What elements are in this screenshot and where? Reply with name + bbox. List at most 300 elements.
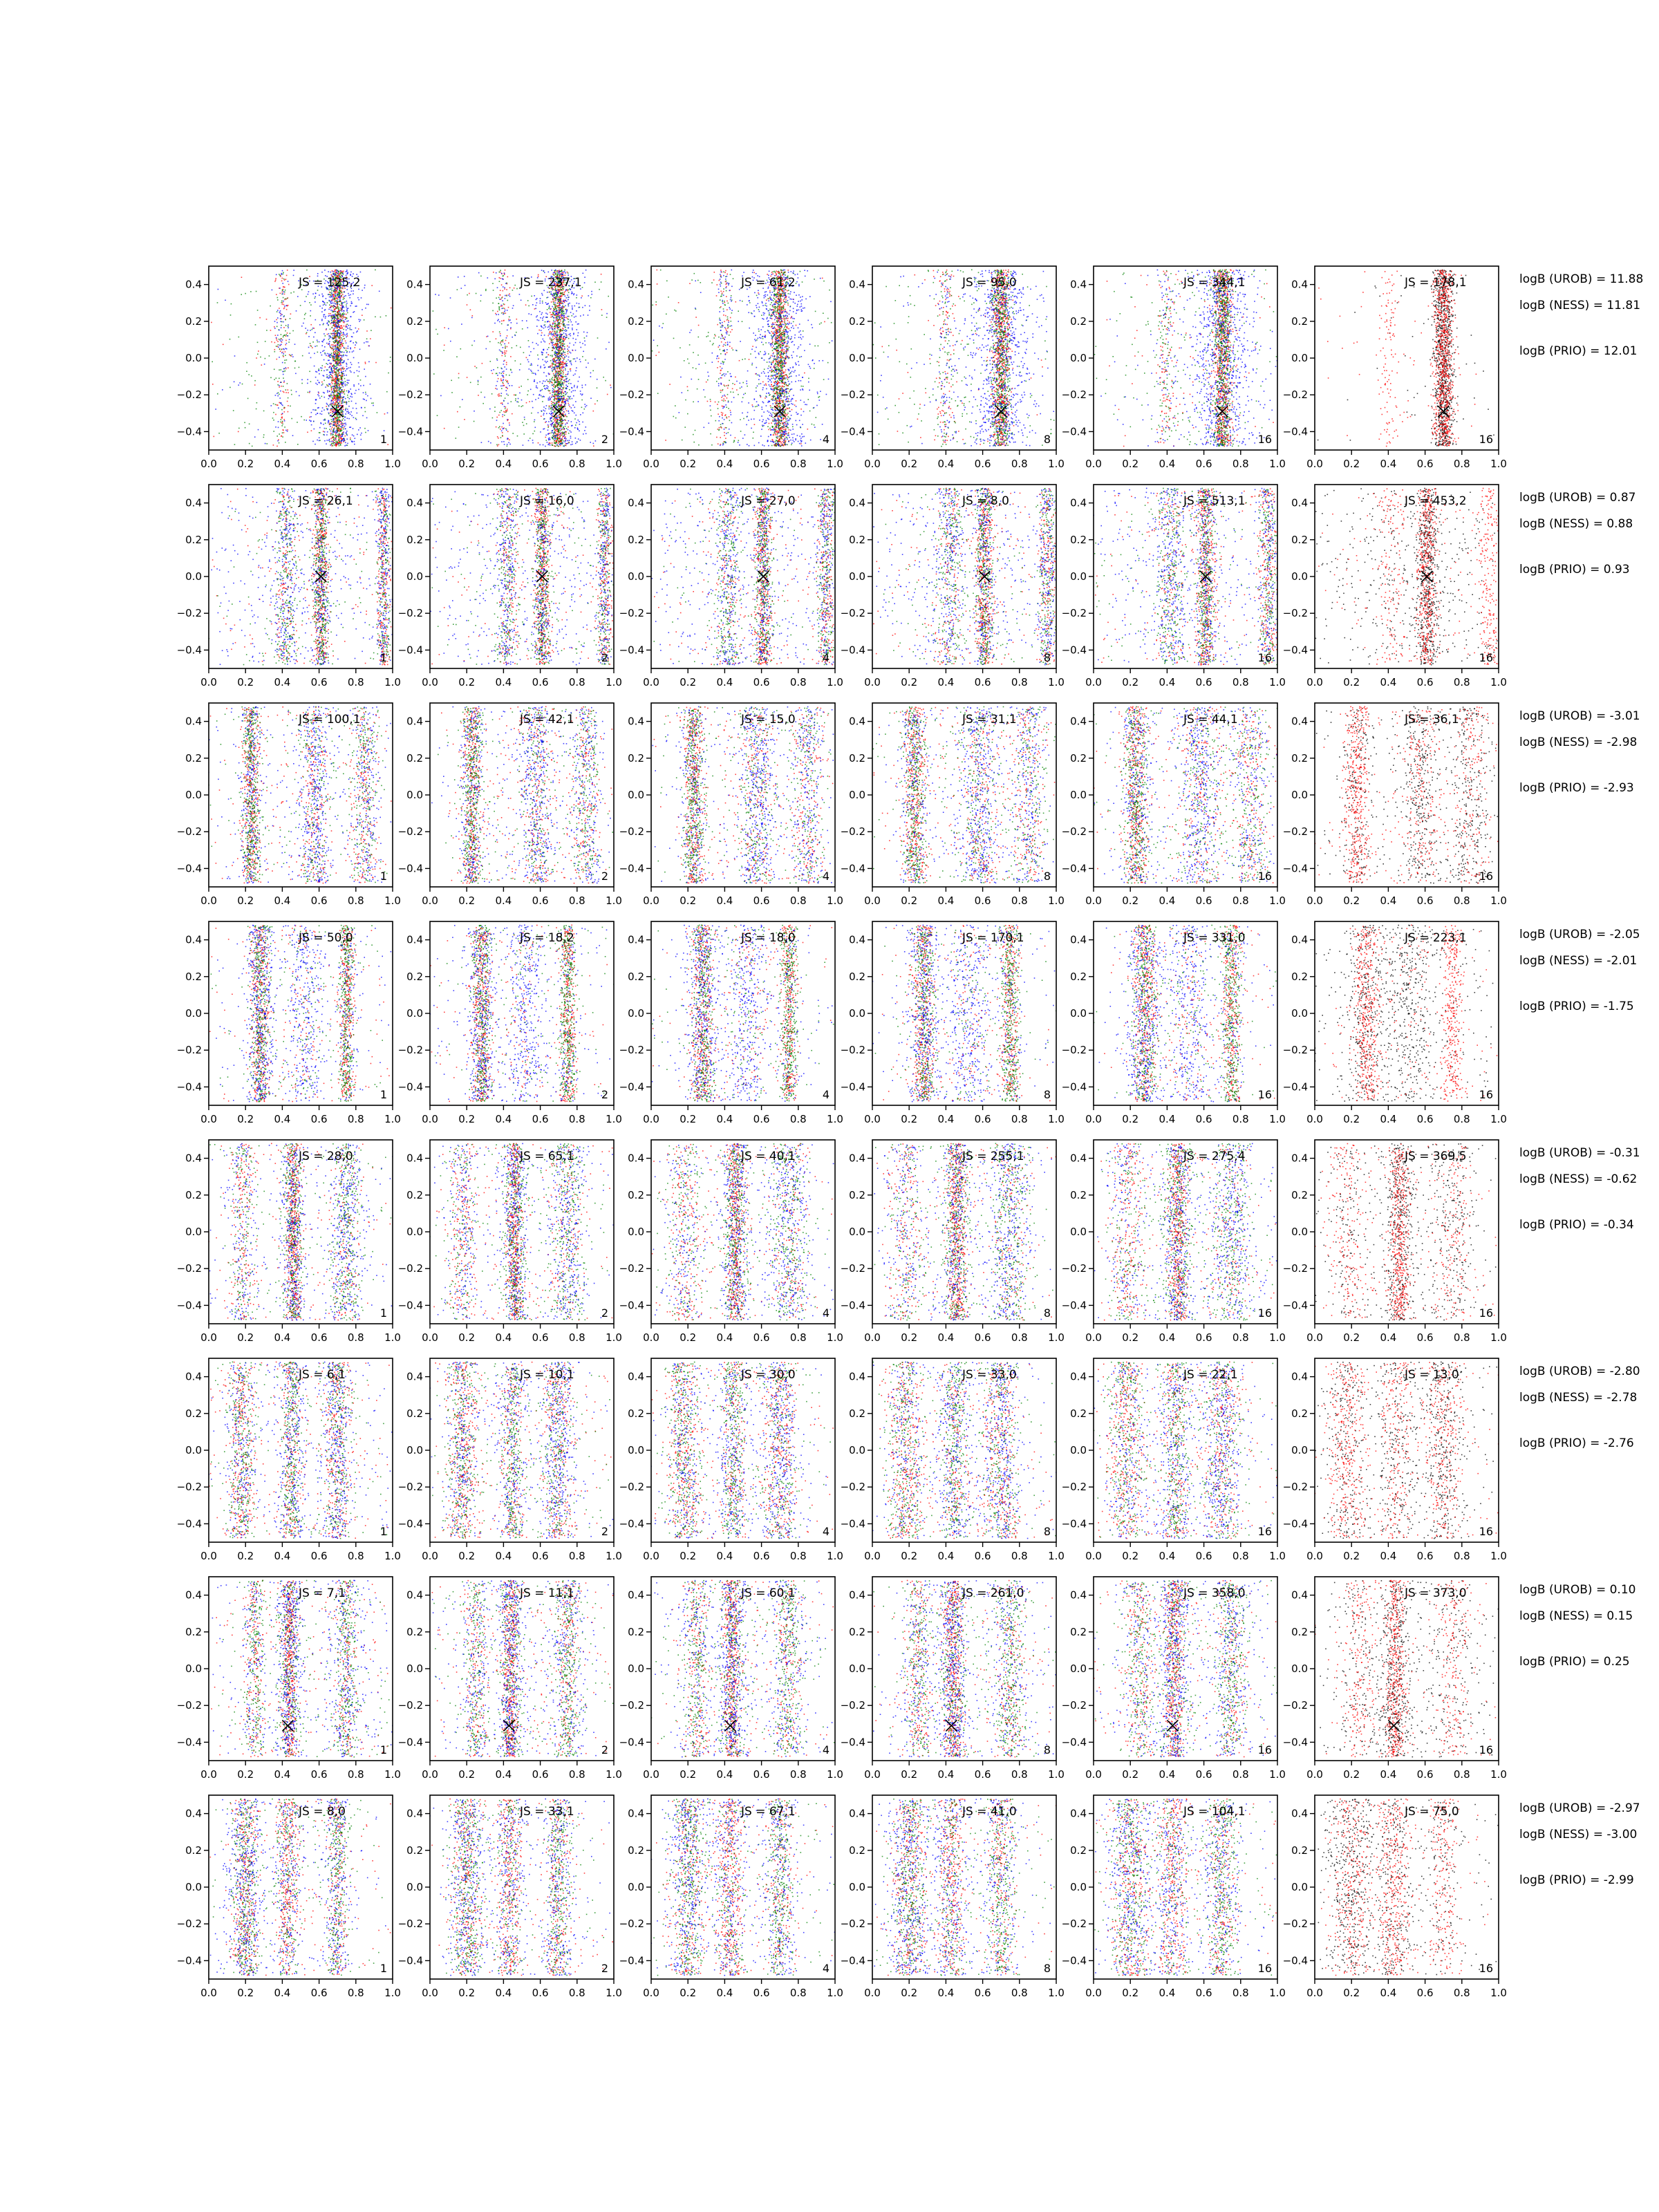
point-red: [504, 274, 505, 275]
point-red: [561, 366, 563, 368]
point-blue: [334, 354, 335, 355]
point-green: [545, 321, 546, 323]
point-blue: [315, 297, 316, 298]
point-green: [285, 319, 286, 321]
y-tick-label: 0.4: [185, 279, 202, 291]
point-blue: [544, 388, 545, 389]
point-blue: [337, 379, 338, 381]
point-red: [495, 313, 496, 315]
point-blue: [556, 366, 557, 368]
point-blue: [505, 283, 507, 284]
point-blue: [239, 382, 241, 384]
point-blue: [346, 321, 348, 322]
point-blue: [573, 375, 574, 376]
point-blue: [317, 339, 318, 341]
point-green: [326, 384, 328, 386]
point-green: [494, 406, 496, 408]
point-red: [556, 431, 558, 433]
point-green: [494, 411, 496, 412]
point-red: [550, 339, 551, 340]
point-red: [558, 315, 559, 317]
point-green: [504, 415, 505, 416]
point-green: [505, 408, 506, 409]
point-red: [335, 438, 336, 439]
point-red: [341, 344, 343, 345]
point-green: [277, 297, 279, 299]
point-green: [276, 377, 277, 379]
point-green: [560, 418, 561, 419]
point-blue: [329, 341, 330, 342]
point-blue: [501, 431, 503, 432]
point-green: [550, 326, 552, 327]
point-green: [546, 297, 547, 299]
point-blue: [559, 316, 560, 317]
point-red: [346, 348, 347, 349]
point-red: [562, 436, 563, 438]
point-red: [278, 439, 279, 440]
point-green: [500, 350, 502, 352]
point-green: [563, 427, 564, 428]
point-red: [332, 344, 334, 346]
point-red: [283, 304, 285, 306]
point-red: [562, 362, 563, 363]
point-green: [365, 392, 366, 393]
point-blue: [350, 274, 351, 275]
point-blue: [573, 294, 574, 296]
point-blue: [358, 362, 359, 364]
point-blue: [328, 395, 330, 397]
point-green: [556, 421, 558, 422]
point-green: [545, 357, 547, 358]
point-red: [334, 402, 335, 404]
point-blue: [277, 335, 279, 336]
point-blue: [324, 440, 326, 442]
point-green: [281, 338, 282, 339]
point-green: [547, 390, 549, 391]
point-blue: [319, 324, 321, 326]
point-blue: [346, 355, 348, 357]
point-green: [357, 375, 359, 377]
point-red: [330, 433, 332, 434]
point-red: [500, 290, 501, 291]
point-blue: [572, 306, 573, 307]
point-blue: [347, 328, 348, 329]
point-blue: [582, 387, 583, 388]
point-red: [336, 401, 337, 402]
point-blue: [558, 404, 559, 405]
point-green: [547, 381, 549, 382]
point-blue: [341, 342, 342, 344]
point-green: [318, 368, 319, 370]
point-blue: [559, 359, 560, 361]
point-red: [335, 324, 336, 325]
point-green: [556, 294, 557, 295]
x-tick-label: 0.4: [274, 458, 290, 470]
point-blue: [353, 357, 355, 359]
point-blue: [337, 332, 339, 334]
point-blue: [309, 391, 310, 393]
point-red: [285, 340, 287, 341]
point-red: [321, 382, 323, 383]
point-green: [294, 368, 296, 369]
point-green: [337, 317, 339, 319]
point-blue: [337, 334, 339, 335]
point-blue: [345, 410, 346, 411]
point-red: [314, 328, 315, 329]
point-green: [523, 352, 525, 353]
point-green: [552, 350, 553, 351]
point-red: [355, 347, 356, 348]
point-blue: [505, 310, 506, 311]
point-green: [337, 371, 339, 372]
point-blue: [363, 398, 364, 400]
point-blue: [337, 387, 338, 388]
point-blue: [334, 366, 335, 368]
point-green: [557, 303, 559, 304]
point-green: [346, 350, 347, 351]
js-annotation: JS = 125,2: [298, 276, 361, 290]
point-green: [283, 407, 285, 409]
point-blue: [334, 303, 335, 304]
point-green: [339, 431, 341, 432]
point-green: [339, 417, 340, 418]
point-green: [341, 295, 342, 297]
point-green: [559, 367, 560, 368]
point-blue: [282, 293, 283, 294]
point-green: [337, 307, 338, 308]
point-red: [501, 321, 503, 322]
point-green: [291, 394, 292, 395]
point-green: [554, 399, 555, 400]
point-blue: [353, 332, 355, 334]
point-green: [342, 376, 344, 377]
point-red: [563, 402, 565, 404]
point-green: [503, 303, 505, 305]
point-blue: [384, 430, 385, 431]
point-blue: [347, 443, 348, 444]
point-blue: [555, 270, 556, 271]
point-red: [502, 355, 503, 357]
point-blue: [569, 334, 570, 335]
point-green: [339, 337, 340, 339]
point-green: [332, 430, 334, 431]
point-blue: [324, 270, 326, 271]
point-green: [554, 352, 556, 353]
point-blue: [294, 344, 296, 345]
point-green: [332, 348, 333, 349]
point-blue: [293, 275, 294, 276]
point-blue: [332, 402, 334, 403]
point-green: [559, 442, 561, 443]
point-blue: [339, 335, 341, 337]
point-blue: [282, 339, 283, 341]
point-green: [559, 422, 560, 424]
y-tick-label: 0.0: [185, 352, 202, 364]
point-blue: [344, 335, 346, 336]
point-blue: [544, 367, 545, 368]
point-blue: [285, 367, 287, 368]
point-red: [334, 301, 335, 302]
point-red: [561, 272, 563, 274]
point-blue: [346, 326, 348, 328]
point-red: [334, 346, 335, 347]
point-red: [498, 395, 500, 397]
point-blue: [346, 444, 347, 446]
point-green: [451, 392, 453, 393]
point-green: [556, 394, 557, 395]
point-blue: [342, 402, 344, 404]
point-blue: [450, 341, 451, 342]
point-green: [339, 317, 341, 318]
point-green: [245, 427, 246, 429]
point-blue: [565, 300, 566, 301]
point-blue: [336, 363, 337, 364]
point-blue: [321, 341, 323, 342]
point-blue: [332, 318, 334, 319]
point-blue: [339, 400, 340, 401]
point-green: [562, 318, 563, 319]
point-red: [340, 305, 341, 306]
point-red: [554, 408, 555, 409]
point-green: [334, 319, 335, 321]
point-red: [341, 335, 342, 336]
point-blue: [280, 382, 281, 383]
point-green: [270, 306, 271, 307]
point-green: [274, 369, 275, 371]
point-blue: [341, 340, 343, 341]
point-blue: [330, 431, 332, 432]
point-red: [277, 341, 279, 342]
point-red: [332, 358, 334, 359]
point-green: [275, 404, 276, 406]
point-red: [337, 434, 339, 435]
point-red: [567, 346, 568, 347]
point-green: [548, 347, 550, 348]
point-blue: [343, 320, 344, 321]
point-blue: [279, 357, 280, 358]
point-red: [258, 350, 259, 352]
point-blue: [315, 371, 317, 373]
point-green: [542, 401, 543, 402]
point-red: [279, 402, 280, 404]
point-blue: [330, 404, 331, 406]
point-blue: [355, 438, 356, 439]
point-green: [332, 445, 334, 447]
point-blue: [536, 386, 537, 387]
point-blue: [343, 332, 344, 333]
point-green: [341, 303, 343, 305]
point-green: [335, 441, 337, 442]
point-green: [557, 390, 559, 391]
point-green: [355, 341, 357, 343]
point-blue: [507, 310, 508, 311]
point-green: [344, 378, 346, 379]
point-green: [457, 289, 458, 290]
point-green: [331, 290, 332, 292]
point-green: [331, 294, 332, 295]
point-blue: [353, 290, 354, 292]
point-blue: [502, 300, 503, 301]
point-green: [478, 384, 479, 385]
point-blue: [365, 376, 366, 377]
point-red: [337, 319, 339, 321]
point-blue: [564, 432, 565, 433]
point-blue: [330, 302, 332, 303]
point-green: [597, 337, 599, 339]
point-red: [282, 302, 283, 303]
point-green: [334, 384, 335, 385]
point-red: [601, 274, 602, 275]
point-blue: [548, 373, 550, 374]
point-green: [333, 439, 335, 440]
point-blue: [554, 403, 556, 404]
point-red: [279, 308, 280, 309]
point-blue: [350, 414, 351, 415]
point-green: [554, 375, 555, 376]
point-green: [331, 355, 332, 357]
point-blue: [543, 410, 544, 411]
point-green: [558, 358, 559, 359]
point-green: [341, 272, 342, 274]
point-blue: [317, 371, 318, 373]
point-blue: [310, 357, 312, 359]
point-blue: [324, 333, 325, 335]
point-blue: [339, 405, 341, 406]
point-blue: [340, 360, 341, 362]
point-green: [310, 304, 312, 306]
point-blue: [359, 321, 360, 322]
point-blue: [353, 273, 354, 274]
point-red: [288, 392, 289, 393]
point-red: [498, 393, 500, 395]
point-blue: [503, 428, 505, 429]
point-green: [341, 401, 343, 402]
point-green: [561, 349, 563, 350]
point-blue: [574, 317, 575, 318]
point-green: [340, 310, 341, 311]
point-red: [505, 379, 507, 381]
point-blue: [554, 428, 556, 429]
point-blue: [584, 404, 585, 405]
point-green: [339, 290, 341, 292]
point-green: [433, 373, 435, 375]
point-blue: [509, 320, 510, 321]
point-green: [340, 444, 341, 445]
point-red: [507, 411, 508, 412]
point-red: [498, 438, 499, 439]
point-red: [335, 333, 336, 335]
point-blue: [280, 315, 281, 317]
point-blue: [330, 336, 331, 337]
point-blue: [550, 381, 551, 382]
point-green: [553, 389, 554, 391]
point-green: [563, 373, 564, 375]
point-green: [339, 397, 341, 399]
point-green: [557, 296, 559, 297]
point-green: [343, 299, 344, 300]
point-green: [285, 298, 286, 299]
point-green: [559, 371, 560, 373]
point-blue: [574, 373, 576, 375]
point-blue: [353, 293, 354, 294]
point-red: [340, 293, 341, 294]
point-blue: [281, 314, 283, 315]
point-green: [335, 383, 336, 384]
point-green: [509, 317, 510, 318]
point-green: [552, 402, 554, 403]
point-blue: [351, 301, 353, 303]
point-blue: [349, 427, 350, 428]
point-blue: [363, 392, 364, 393]
point-green: [333, 307, 335, 308]
point-green: [556, 341, 558, 342]
point-red: [555, 327, 556, 328]
point-blue: [330, 355, 331, 356]
point-blue: [572, 308, 573, 309]
point-green: [335, 360, 336, 362]
point-green: [531, 413, 532, 414]
point-green: [390, 357, 391, 358]
point-blue: [321, 413, 323, 415]
point-green: [502, 435, 503, 436]
point-blue: [332, 346, 334, 347]
point-green: [333, 438, 335, 439]
point-green: [335, 366, 337, 367]
point-blue: [279, 385, 280, 386]
point-blue: [335, 310, 336, 312]
point-red: [556, 337, 558, 338]
point-blue: [334, 424, 335, 426]
point-green: [556, 372, 558, 373]
point-red: [472, 315, 474, 317]
point-green: [555, 446, 556, 447]
point-blue: [552, 316, 554, 317]
point-red: [331, 274, 332, 276]
point-green: [360, 379, 362, 381]
point-red: [505, 270, 506, 271]
point-green: [564, 325, 565, 326]
point-red: [559, 326, 561, 328]
point-blue: [568, 443, 569, 444]
point-blue: [324, 375, 325, 377]
point-green: [341, 314, 343, 315]
point-blue: [358, 389, 359, 391]
point-blue: [346, 342, 347, 344]
point-green: [507, 395, 509, 396]
point-blue: [336, 386, 337, 387]
point-green: [471, 345, 473, 346]
point-blue: [344, 439, 345, 440]
point-green: [550, 333, 552, 335]
point-blue: [338, 326, 339, 327]
point-blue: [359, 427, 361, 429]
point-blue: [344, 360, 345, 362]
point-blue: [343, 362, 344, 363]
point-red: [561, 301, 563, 302]
point-blue: [350, 362, 352, 364]
point-blue: [350, 396, 351, 397]
point-blue: [327, 353, 328, 355]
point-blue: [332, 372, 334, 373]
point-red: [341, 290, 342, 291]
point-blue: [359, 371, 360, 373]
point-green: [554, 382, 556, 383]
point-green: [550, 360, 552, 362]
point-green: [561, 415, 562, 417]
point-red: [555, 362, 556, 363]
point-blue: [547, 327, 549, 328]
point-red: [504, 308, 505, 310]
